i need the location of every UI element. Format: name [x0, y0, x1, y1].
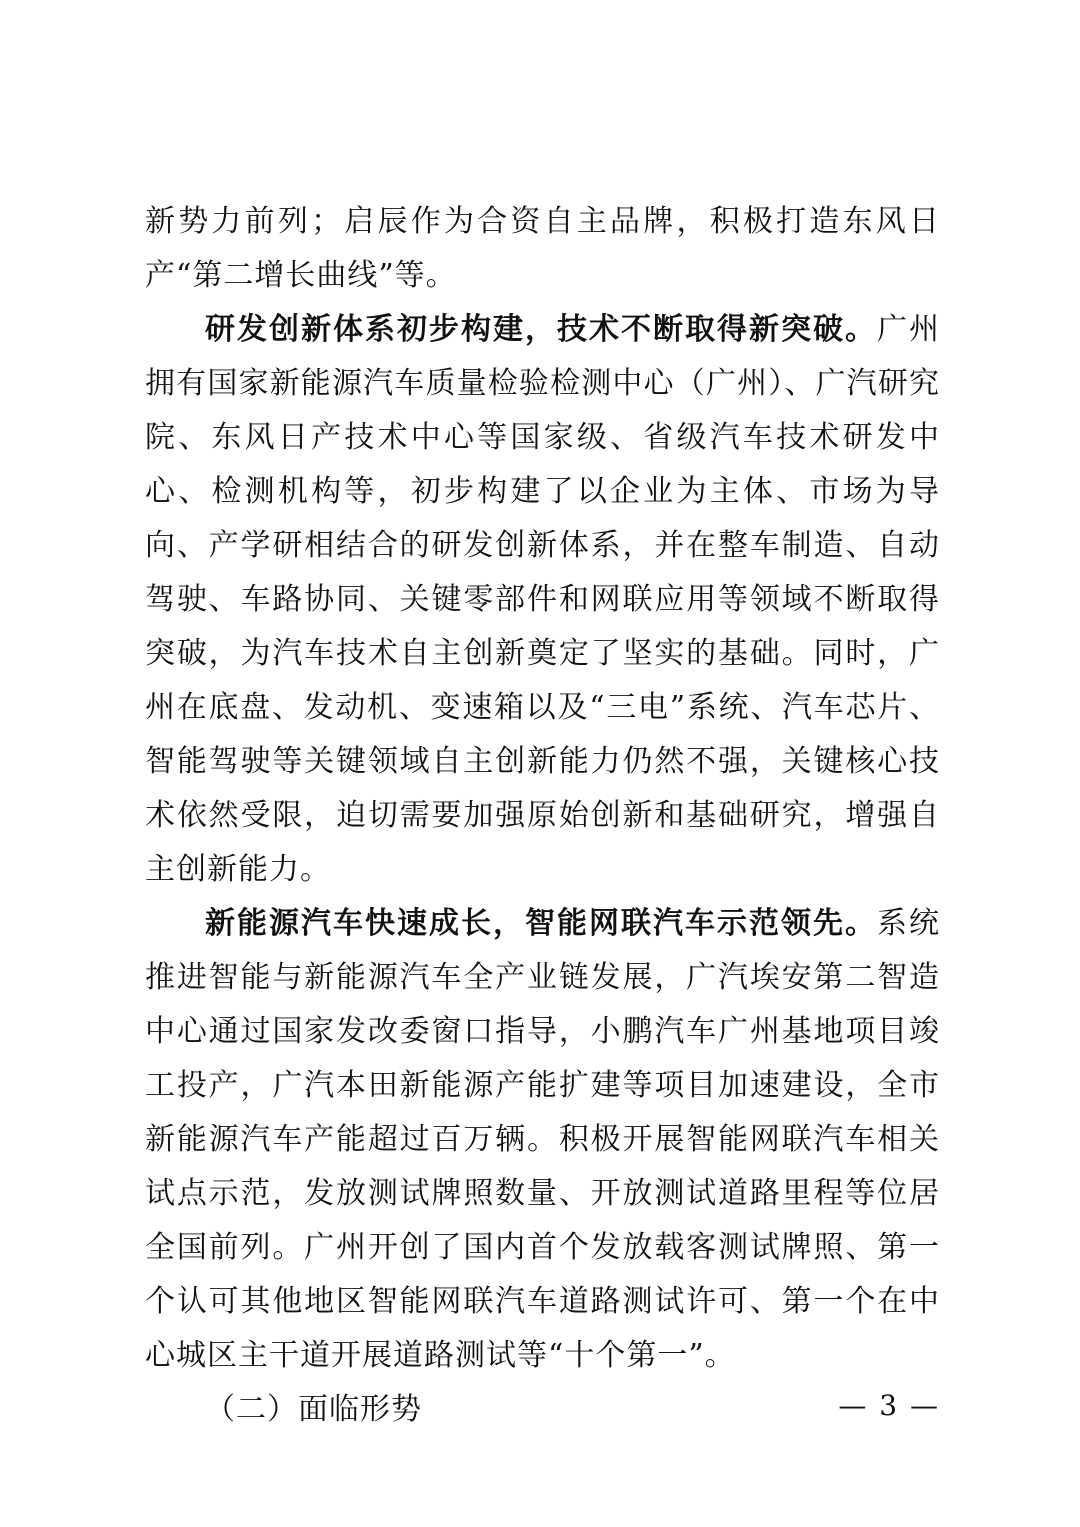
- paragraph-continuation: [145, 195, 940, 303]
- page-number: — 3 —: [838, 1389, 940, 1422]
- paragraph-lead: 新能源汽车快速成长，智能网联汽车示范领先。: [205, 906, 877, 941]
- paragraph-text: 系统推进智能与新能源汽车全产业链发展，广汽埃安第二智造中心通过国家发改委窗口指导，小鹏汽车广州基地项目竣工投产，广汽本田新能源产能扩建等项目加速建设，全市新能源汽车产能超过百万辆。积极开展智能网联汽车相关试点示范，发放测试牌照数量、开放测试道路里程等位居全国前列。广州开创了国内首个发放载客测试牌照、第一个认可其他地区智能网联汽车道路测试许可、第一个在中心城区主干道开展道路测试等“十个第一”。: [145, 906, 940, 1373]
- paragraph-text: 新势力前列；启辰作为合资自主品牌，积极打造东风日产“第二增长曲线”等。: [145, 204, 940, 293]
- document-body: [145, 195, 940, 1437]
- paragraph-rd-innovation: [145, 303, 940, 897]
- paragraph-nev-growth: [145, 897, 940, 1383]
- section-heading: （二）面临形势: [205, 1392, 422, 1427]
- paragraph-lead: 研发创新体系初步构建，技术不断取得新突破。: [205, 312, 877, 347]
- paragraph-text: 广州拥有国家新能源汽车质量检验检测中心（广州）、广汽研究院、东风日产技术中心等国家级、省级汽车技术研发中心、检测机构等，初步构建了以企业为主体、市场为导向、产学研相结合的研发创新体系，并在整车制造、自动驾驶、车路协同、关键零部件和网联应用等领域不断取得突破，为汽车技术自主创新奠定了坚实的基础。同时，广州在底盘、发动机、变速箱以及“三电”系统、汽车芯片、智能驾驶等关键领域自主创新能力仍然不强，关键核心技术依然受限，迫切需要加强原始创新和基础研究，增强自主创新能力。: [145, 312, 940, 887]
